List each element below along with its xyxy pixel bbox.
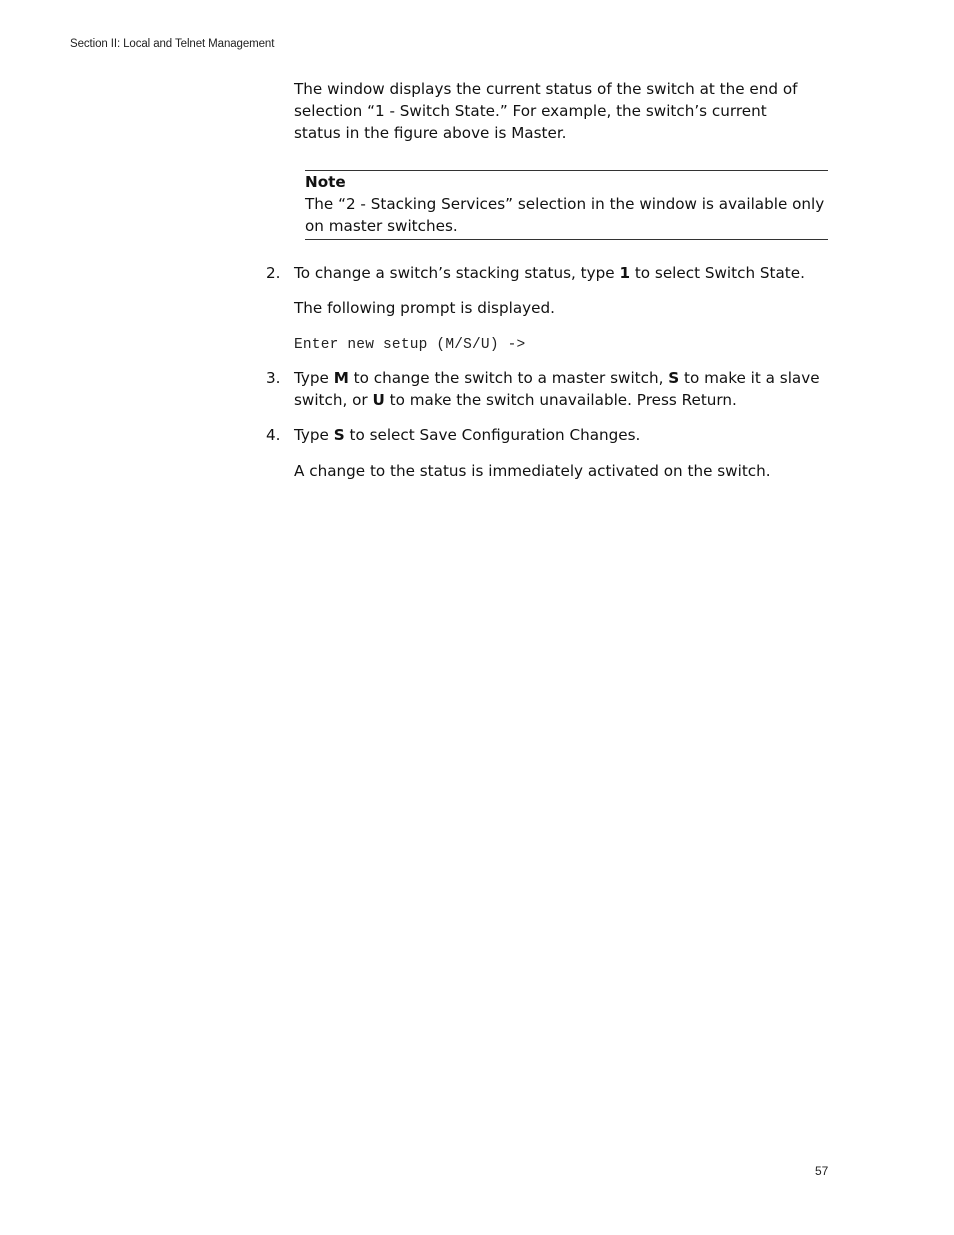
step-text-part: Type (294, 369, 334, 387)
key-label: 1 (619, 264, 631, 282)
prompt-code: Enter new setup (M/S/U) -> (294, 337, 526, 353)
step-text-part: to make it a slave switch, or (294, 369, 820, 409)
step-text-part: To change a switch’s stacking status, type (294, 264, 620, 282)
note-text: The “2 - Stacking Services” selection in the window is available only on master switches. (305, 195, 825, 235)
following-prompt-paragraph: The following prompt is displayed. (294, 299, 555, 317)
note-box (305, 170, 828, 240)
intro-paragraph: The window displays the current status of the switch at the end of selection “1 - Switch State.” For example, the switch’s current status in the figure above is Master. (294, 80, 798, 142)
step-number: 2. (266, 264, 281, 282)
key-label: S (333, 426, 345, 444)
step-2 (266, 262, 826, 284)
step-number: 4. (266, 426, 281, 444)
step-text-part: to make the switch unavailable. Press Return. (384, 391, 737, 409)
note-title: Note (305, 173, 346, 191)
step-text-part: to change the switch to a master switch, (348, 369, 669, 387)
step-text (294, 262, 826, 284)
key-label: S (668, 369, 680, 387)
key-label: M (333, 369, 349, 387)
step-text-part: to select Save Configuration Changes. (344, 426, 641, 444)
step-text (294, 424, 826, 446)
step-3 (266, 367, 826, 411)
page-number: 57 (815, 1164, 829, 1178)
key-label: U (372, 391, 385, 409)
step-text-part: to select Switch State. (630, 264, 805, 282)
step-text-part: Type (294, 426, 334, 444)
step-4 (266, 424, 826, 446)
running-header: Section II: Local and Telnet Management (70, 38, 275, 50)
activation-paragraph: A change to the status is immediately activated on the switch. (294, 462, 771, 480)
step-number: 3. (266, 369, 281, 387)
step-text (294, 367, 826, 411)
